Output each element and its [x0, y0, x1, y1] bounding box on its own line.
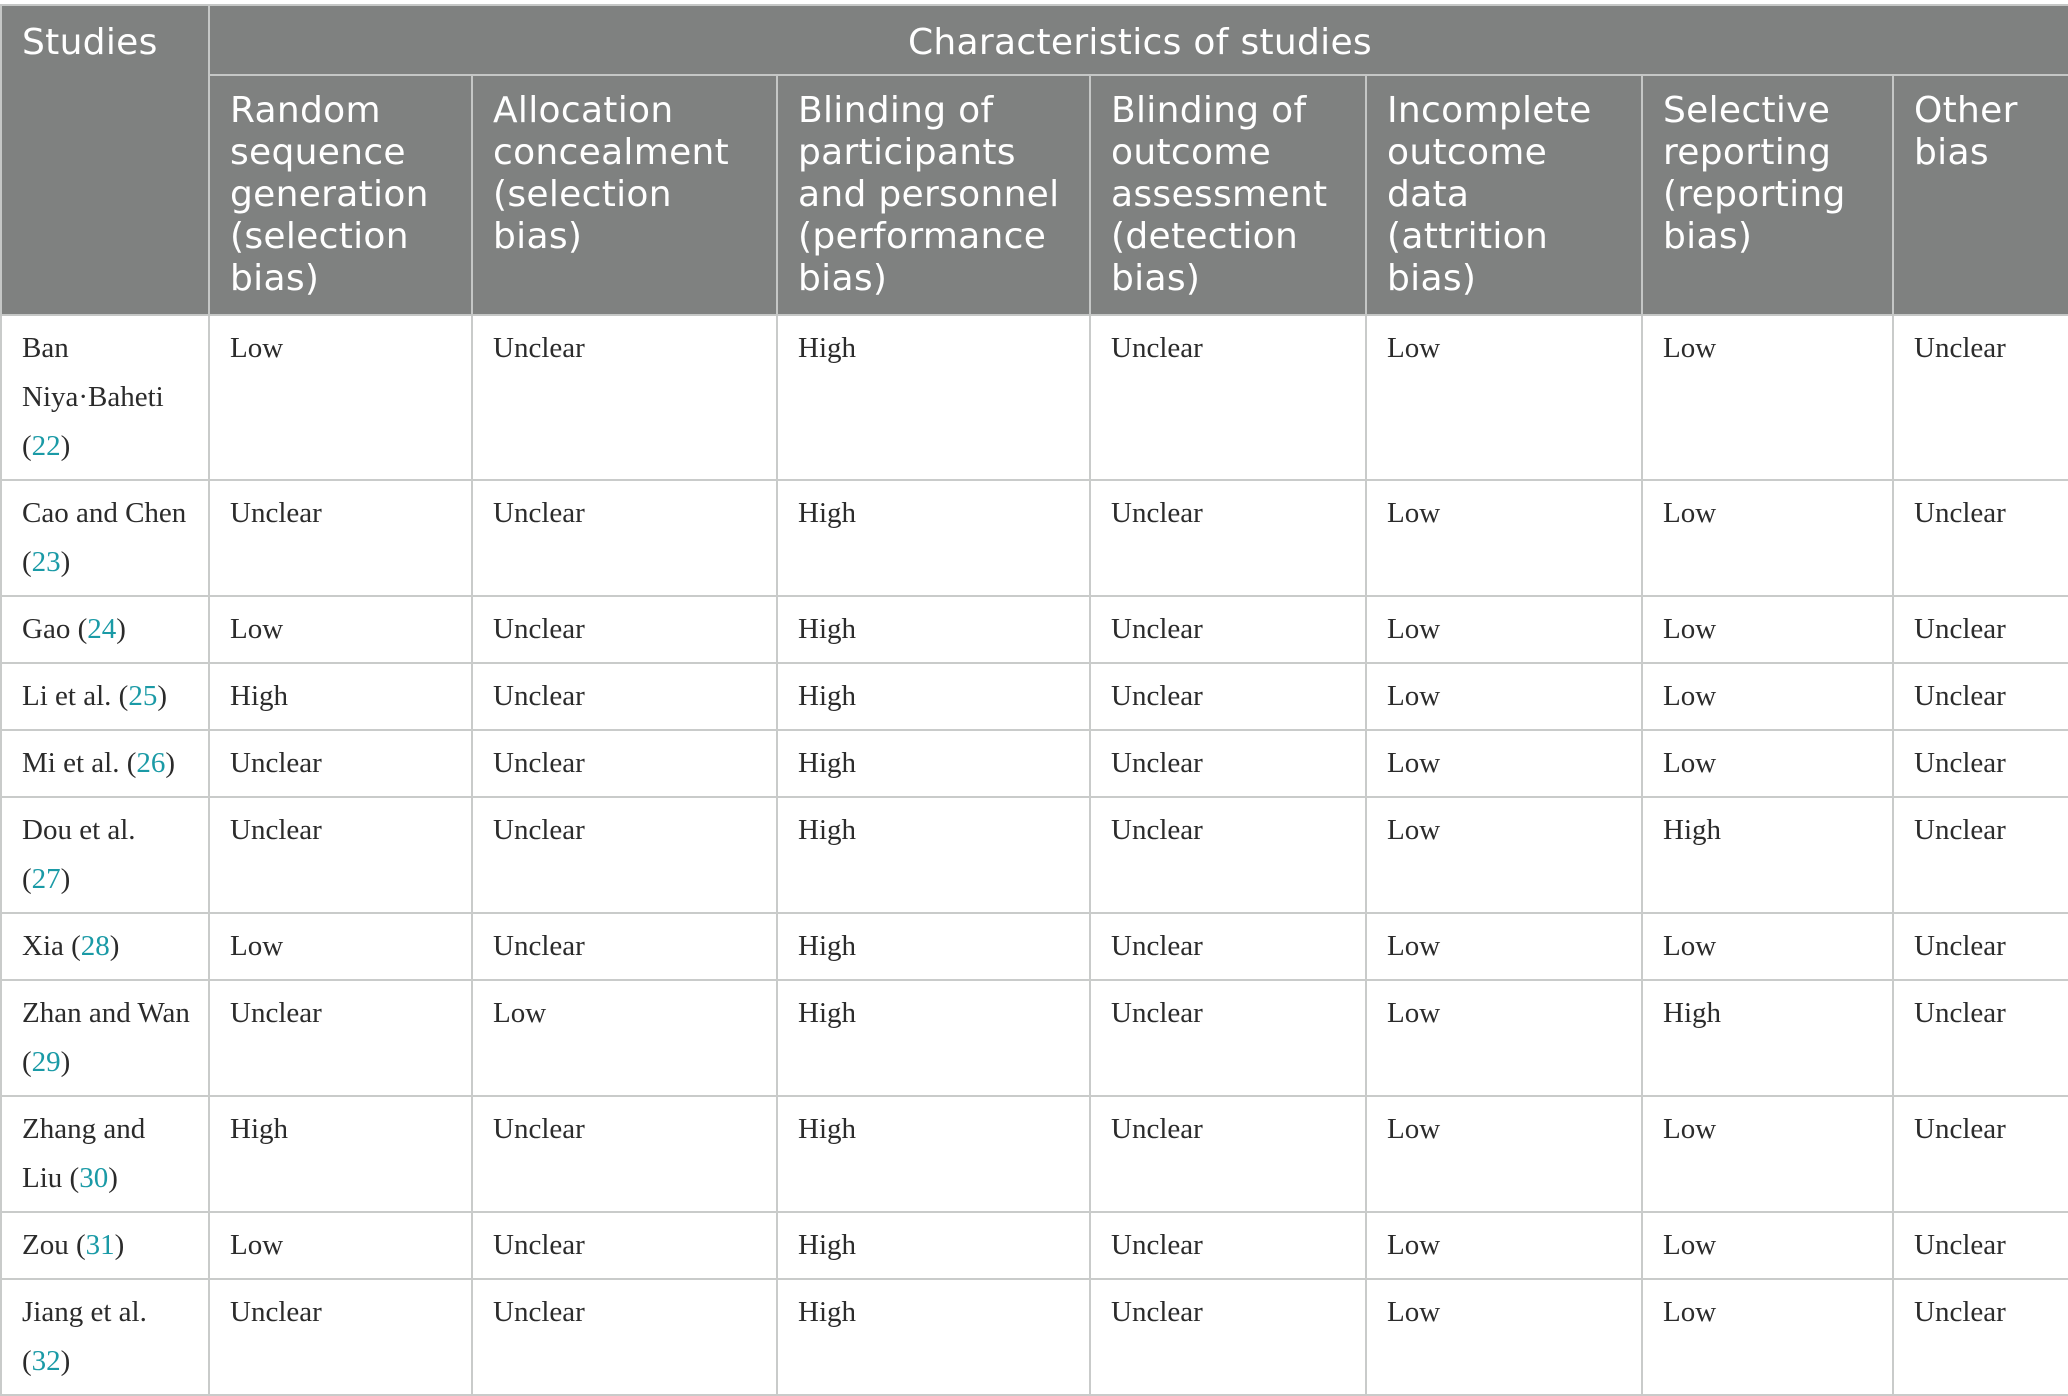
rating-cell: Unclear [1893, 315, 2068, 480]
characteristics-group-header: Characteristics of studies [209, 5, 2068, 75]
table-row [1, 1096, 2068, 1212]
reference-link[interactable]: 25 [128, 680, 158, 712]
table-row [1, 663, 2068, 730]
reference-link[interactable]: 29 [31, 1046, 61, 1078]
study-cell: Xia (28) [1, 913, 209, 980]
header-row-group [1, 5, 2068, 75]
rating-cell: Low [1366, 797, 1642, 913]
risk-of-bias-table-container [0, 4, 2068, 1396]
rating-cell: Unclear [1893, 596, 2068, 663]
rating-cell: High [1642, 797, 1893, 913]
reference-link[interactable]: 22 [31, 430, 61, 462]
reference-link[interactable]: 30 [79, 1162, 109, 1194]
rating-cell: High [777, 730, 1090, 797]
rating-cell: Unclear [472, 663, 777, 730]
table-row [1, 980, 2068, 1096]
column-header: Selective reporting (reporting bias) [1642, 75, 1893, 315]
risk-of-bias-table [0, 4, 2068, 1396]
rating-cell: Unclear [472, 1212, 777, 1279]
study-cell: Cao and Chen (23) [1, 480, 209, 596]
rating-cell: High [209, 1096, 472, 1212]
rating-cell: Unclear [209, 480, 472, 596]
study-name: Dou et al. [22, 814, 136, 846]
study-cell: Dou et al. (27) [1, 797, 209, 913]
column-header: Other bias [1893, 75, 2068, 315]
rating-cell: Low [209, 315, 472, 480]
rating-cell: Unclear [209, 797, 472, 913]
rating-cell: Low [1366, 1212, 1642, 1279]
rating-cell: Low [1642, 730, 1893, 797]
rating-cell: Unclear [1090, 913, 1366, 980]
rating-cell: Low [1642, 480, 1893, 596]
rating-cell: Low [1366, 596, 1642, 663]
rating-cell: Unclear [209, 980, 472, 1096]
table-row [1, 797, 2068, 913]
rating-cell: Low [1642, 315, 1893, 480]
study-cell: Li et al. (25) [1, 663, 209, 730]
column-header: Blinding of outcome assessment (detection bias) [1090, 75, 1366, 315]
rating-cell: Unclear [472, 315, 777, 480]
rating-cell: Unclear [1090, 1279, 1366, 1395]
study-name: Li et al. [22, 680, 112, 712]
rating-cell: Unclear [472, 1096, 777, 1212]
study-name: Zhan and Wan [22, 997, 190, 1029]
rating-cell: Unclear [1893, 980, 2068, 1096]
rating-cell: Low [1642, 663, 1893, 730]
rating-cell: Unclear [1893, 480, 2068, 596]
rating-cell: Low [472, 980, 777, 1096]
study-cell: Jiang et al. (32) [1, 1279, 209, 1395]
rating-cell: Unclear [1893, 663, 2068, 730]
rating-cell: Unclear [1090, 730, 1366, 797]
rating-cell: High [777, 1212, 1090, 1279]
rating-cell: High [777, 663, 1090, 730]
reference-link[interactable]: 27 [31, 863, 61, 895]
study-name: Xia [22, 930, 64, 962]
column-header: Blinding of participants and personnel (performance bias) [777, 75, 1090, 315]
column-header: Incomplete outcome data (attrition bias) [1366, 75, 1642, 315]
rating-cell: Low [209, 913, 472, 980]
rating-cell: High [777, 980, 1090, 1096]
rating-cell: Unclear [1090, 1212, 1366, 1279]
rating-cell: Low [1366, 913, 1642, 980]
rating-cell: Unclear [1090, 596, 1366, 663]
rating-cell: Low [1366, 1096, 1642, 1212]
study-name: Gao [22, 613, 71, 645]
rating-cell: High [209, 663, 472, 730]
rating-cell: Low [209, 596, 472, 663]
rating-cell: Unclear [209, 1279, 472, 1395]
study-name: Cao and Chen [22, 497, 187, 529]
header-row-columns [1, 75, 2068, 315]
rating-cell: Low [1366, 980, 1642, 1096]
rating-cell: Unclear [1893, 1212, 2068, 1279]
rating-cell: High [777, 1096, 1090, 1212]
rating-cell: Unclear [1090, 315, 1366, 480]
study-cell: Zou (31) [1, 1212, 209, 1279]
column-header: Random sequence generation (selection bias) [209, 75, 472, 315]
rating-cell: Low [1366, 1279, 1642, 1395]
rating-cell: Low [1366, 730, 1642, 797]
rating-cell: Unclear [472, 1279, 777, 1395]
rating-cell: Low [1642, 1096, 1893, 1212]
rating-cell: High [777, 913, 1090, 980]
table-row [1, 913, 2068, 980]
column-header: Allocation concealment (selection bias) [472, 75, 777, 315]
rating-cell: Low [1366, 663, 1642, 730]
rating-cell: Unclear [1893, 913, 2068, 980]
rating-cell: High [777, 797, 1090, 913]
reference-link[interactable]: 28 [80, 930, 110, 962]
rating-cell: Low [1366, 480, 1642, 596]
table-row [1, 596, 2068, 663]
rating-cell: Low [1642, 913, 1893, 980]
rating-cell: High [777, 596, 1090, 663]
table-row [1, 730, 2068, 797]
rating-cell: Unclear [472, 913, 777, 980]
rating-cell: Unclear [1090, 1096, 1366, 1212]
study-cell: Mi et al. (26) [1, 730, 209, 797]
reference-link[interactable]: 24 [87, 613, 117, 645]
rating-cell: Unclear [1893, 797, 2068, 913]
study-name: Zhang and Liu [22, 1113, 146, 1194]
rating-cell: High [777, 480, 1090, 596]
rating-cell: Unclear [472, 596, 777, 663]
table-body [1, 315, 2068, 1395]
table-row [1, 1279, 2068, 1395]
rating-cell: Low [209, 1212, 472, 1279]
rating-cell: High [777, 1279, 1090, 1395]
reference-link[interactable]: 31 [85, 1229, 115, 1261]
study-cell: Ban Niya·Baheti (22) [1, 315, 209, 480]
rating-cell: Unclear [1893, 1096, 2068, 1212]
studies-column-header: Studies [1, 5, 209, 315]
study-name: Zou [22, 1229, 69, 1261]
study-cell: Gao (24) [1, 596, 209, 663]
rating-cell: Unclear [1893, 1279, 2068, 1395]
rating-cell: Unclear [209, 730, 472, 797]
rating-cell: Unclear [472, 730, 777, 797]
rating-cell: Unclear [1090, 797, 1366, 913]
reference-link[interactable]: 32 [31, 1345, 61, 1377]
study-cell: Zhan and Wan (29) [1, 980, 209, 1096]
study-name: Mi et al. [22, 747, 120, 779]
rating-cell: Unclear [1090, 980, 1366, 1096]
reference-link[interactable]: 23 [31, 546, 61, 578]
reference-link[interactable]: 26 [136, 747, 166, 779]
table-row [1, 315, 2068, 480]
rating-cell: Unclear [1090, 663, 1366, 730]
study-name: Ban Niya·Baheti [22, 332, 164, 413]
rating-cell: Low [1642, 1212, 1893, 1279]
rating-cell: Unclear [472, 480, 777, 596]
table-row [1, 1212, 2068, 1279]
rating-cell: Low [1366, 315, 1642, 480]
rating-cell: Low [1642, 1279, 1893, 1395]
rating-cell: Unclear [1090, 480, 1366, 596]
rating-cell: High [777, 315, 1090, 480]
table-row [1, 480, 2068, 596]
study-name: Jiang et al. [22, 1296, 147, 1328]
rating-cell: Unclear [472, 797, 777, 913]
rating-cell: Low [1642, 596, 1893, 663]
rating-cell: Unclear [1893, 730, 2068, 797]
rating-cell: High [1642, 980, 1893, 1096]
study-cell: Zhang and Liu (30) [1, 1096, 209, 1212]
